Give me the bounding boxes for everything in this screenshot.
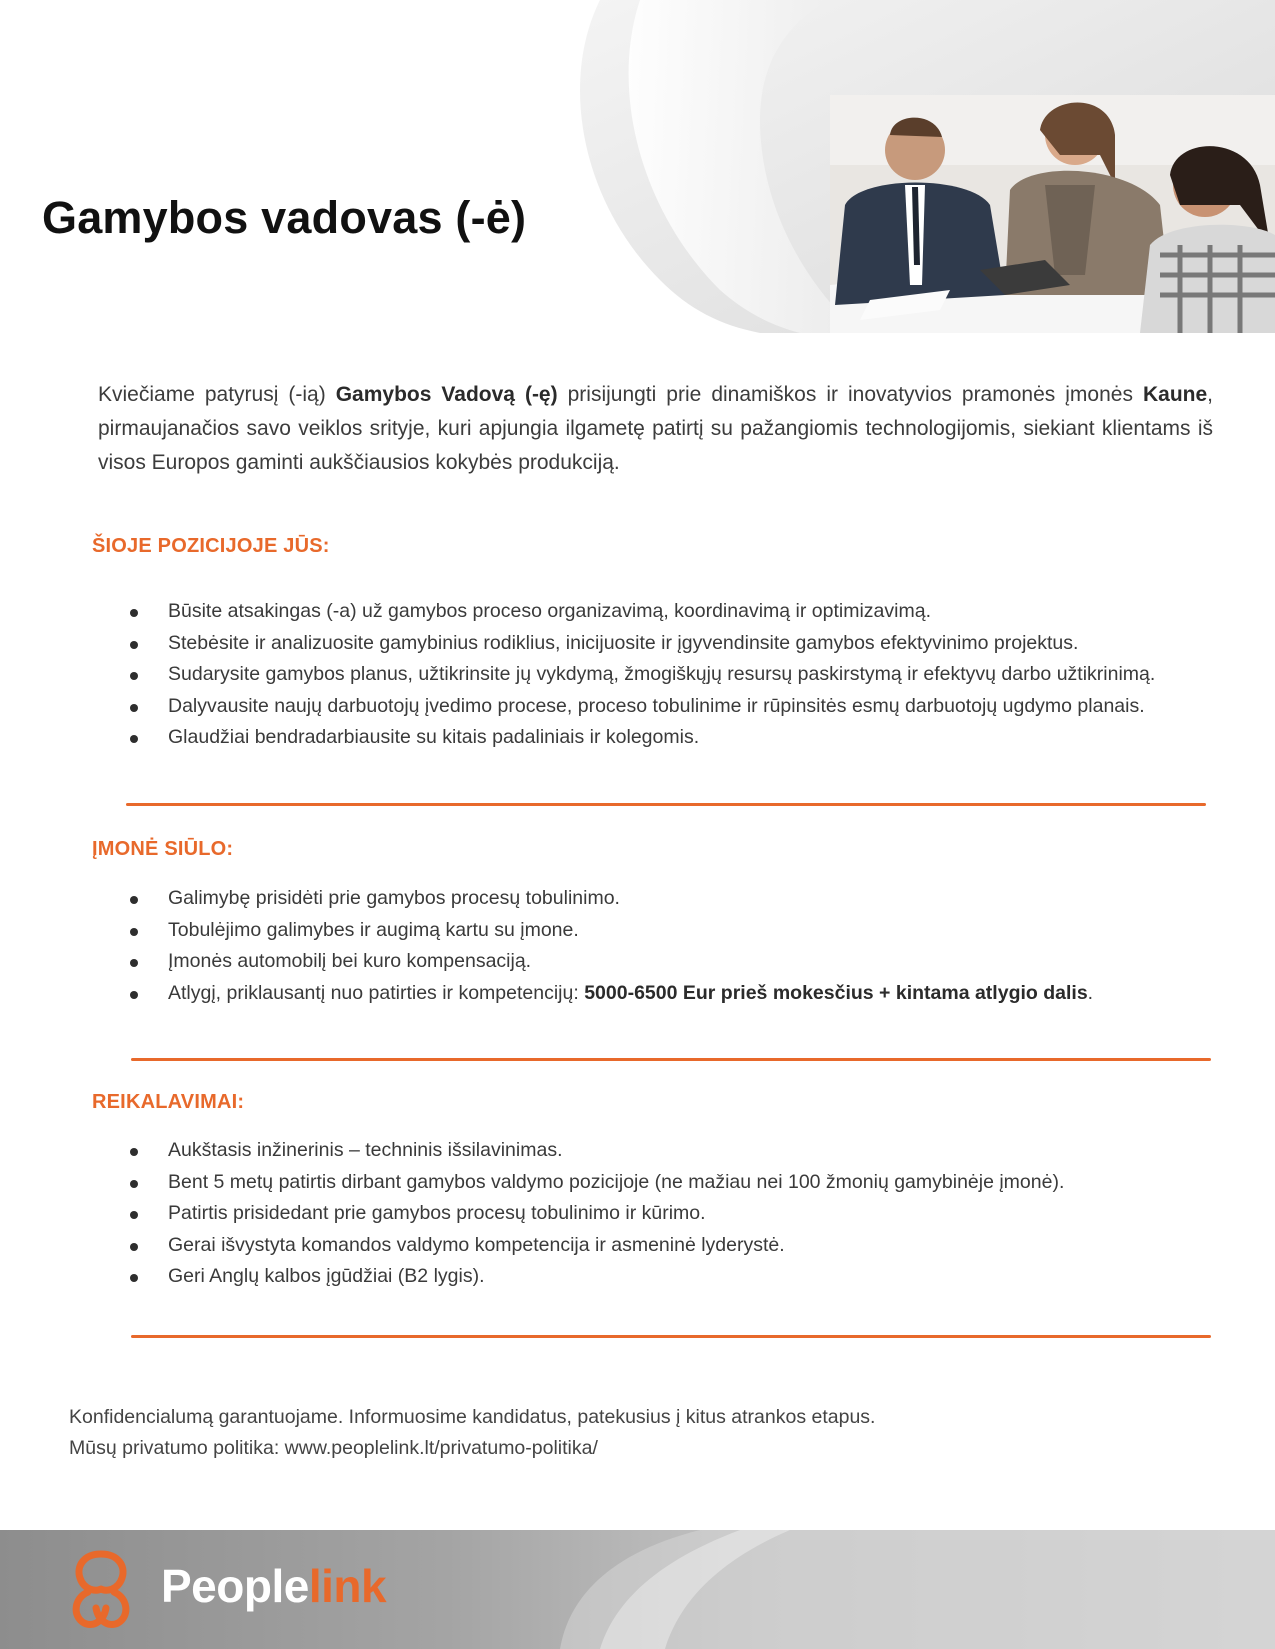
footer-band (0, 1530, 1275, 1649)
list-item: Patirtis prisidedant prie gamybos procesų tobulinimo ir kūrimo. (128, 1198, 1064, 1230)
intro-text: prisijungti prie dinamiškos ir inovatyvios pramonės įmonės (557, 383, 1143, 406)
list-item: Įmonės automobilį bei kuro kompensaciją. (128, 946, 1093, 978)
list-item: Sudarysite gamybos planus, užtikrinsite jų vykdymą, žmogiškųjų resursų paskirstymą ir efektyvų darbo užtikrinimą. (128, 659, 1155, 691)
section-title-role: ŠIOJE POZICIJOJE JŪS: (92, 535, 330, 557)
intro-city: Kaune (1142, 383, 1208, 406)
intro-text: , pirmaujanačios savo veiklos srityje, kuri apjungia ilgametę patirtį su pažangiomis technologijomis, siekiant klientams iš visos Europos gaminti aukščiausios kokybės produkciją. (98, 383, 1213, 474)
requirements-list (128, 1135, 1064, 1293)
section-title-offer: ĮMONĖ SIŪLO: (92, 838, 234, 860)
salary-text: Atlygį, priklausantį nuo patirties ir kompetencijų: (168, 981, 585, 1004)
salary-range: 5000-6500 Eur prieš mokesčius + kintama atlygio dalis (584, 981, 1088, 1004)
section-divider (126, 803, 1206, 806)
page-title: Gamybos vadovas (-ė) (42, 192, 527, 243)
list-item: Aukštasis inžinerinis – techninis išsilavinimas. (128, 1135, 1064, 1167)
section-divider (131, 1335, 1211, 1338)
peoplelink-logo-icon (66, 1548, 136, 1630)
role-list (128, 596, 1155, 754)
offer-list (128, 883, 1093, 1009)
list-item: Geri Anglų kalbos įgūdžiai (B2 lygis). (128, 1261, 1064, 1293)
list-item: Dalyvausite naujų darbuotojų įvedimo procese, proceso tobulinime ir rūpinsitės esmų darbuotojų ugdymo planais. (128, 691, 1155, 723)
list-item: Glaudžiai bendradarbiausite su kitais padaliniais ir kolegomis. (128, 722, 1155, 754)
team-meeting-photo (830, 95, 1275, 333)
privacy-policy-link[interactable]: Mūsų privatumo politika: www.peoplelink.lt/privatumo-politika/ (69, 1437, 598, 1459)
section-divider (131, 1058, 1211, 1061)
intro-position-name: Gamybos Vadovą (-ę) (335, 383, 558, 406)
peoplelink-logo (161, 1559, 386, 1613)
salary-text-end: . (1087, 981, 1094, 1004)
logo-text-link: link (308, 1560, 387, 1612)
list-item: Būsite atsakingas (-a) už gamybos proceso organizavimą, koordinavimą ir optimizavimą. (128, 596, 1155, 628)
section-title-requirements: REIKALAVIMAI: (92, 1091, 245, 1113)
list-item: Bent 5 metų patirtis dirbant gamybos valdymo pozicijoje (ne mažiau nei 100 žmonių gamybinėje įmonė). (128, 1167, 1064, 1199)
confidentiality-text: Konfidencialumą garantuojame. Informuosime kandidatus, patekusius į kitus atrankos etapus. (69, 1406, 876, 1428)
intro-text: Kviečiame patyrusį (-ią) (98, 383, 336, 406)
list-item: Galimybę prisidėti prie gamybos procesų tobulinimo. (128, 883, 1093, 915)
list-item: Tobulėjimo galimybes ir augimą kartu su įmone. (128, 915, 1093, 947)
list-item: Stebėsite ir analizuosite gamybinius rodiklius, inicijuosite ir įgyvendinsite gamybos efektyvinimo projektus. (128, 628, 1155, 660)
list-item: Gerai išvystyta komandos valdymo kompetencija ir asmeninė lyderystė. (128, 1230, 1064, 1262)
intro-paragraph (98, 378, 1213, 480)
privacy-note (69, 1402, 875, 1464)
header-banner (0, 0, 1275, 333)
list-item-salary (128, 978, 1093, 1010)
logo-text-people: People (161, 1560, 309, 1612)
